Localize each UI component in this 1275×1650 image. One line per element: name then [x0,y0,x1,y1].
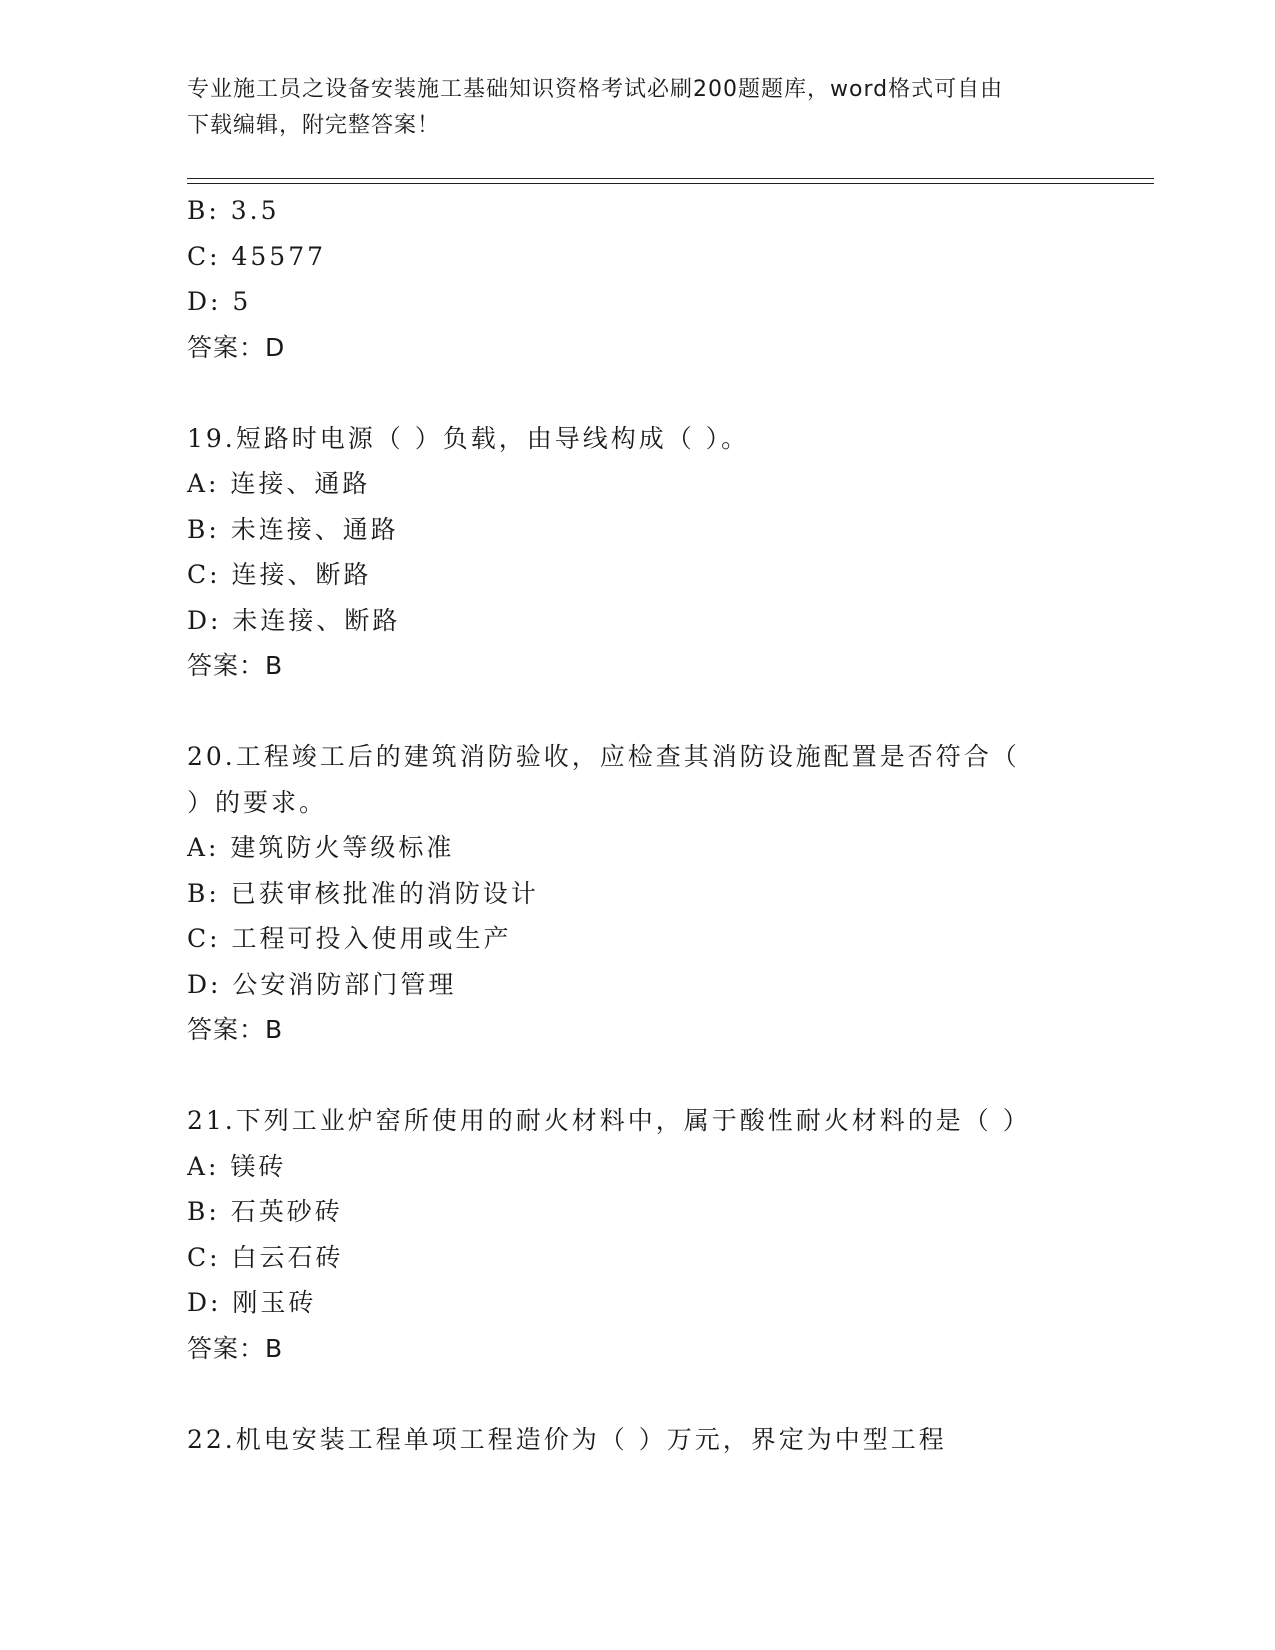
answer-line: 答案：B [187,1333,284,1363]
option-d: D: 5 [187,287,252,316]
option-a: A: 连接、通路 [187,469,371,498]
document-header [187,72,1067,144]
question-stem-continued: ）的要求。 [187,787,328,817]
spacer [187,1371,1087,1417]
header-divider-bottom [187,183,1154,184]
question-20 [187,734,1087,1053]
option-c: C: 45577 [187,241,327,271]
spacer [187,370,1087,416]
question-19 [187,416,1087,689]
option-b: B: 石英砂砖 [187,1197,343,1226]
option-d: D: 未连接、断路 [187,605,401,635]
option-a: A: 建筑防火等级标准 [187,833,455,862]
option-c: C: 连接、断路 [187,560,372,589]
option-d: D: 刚玉砖 [187,1288,317,1317]
spacer [187,1053,1087,1099]
question-stem: 20.工程竣工后的建筑消防验收，应检查其消防设施配置是否符合（ [187,742,1020,771]
question-stem: 19.短路时电源（ ）负载，由导线构成（ ）。 [187,423,750,453]
option-c: C: 工程可投入使用或生产 [187,924,512,953]
spacer [187,689,1087,735]
header-title-line-2: 下载编辑，附完整答案！ [187,113,441,138]
header-title-line-1: 专业施工员之设备安装施工基础知识资格考试必刷200题题库，word格式可自由 [187,77,1004,102]
answer-line: 答案：B [187,1015,284,1044]
answer-line: 答案：B [187,651,284,680]
option-b: B: 未连接、通路 [187,514,399,544]
question-21 [187,1098,1087,1371]
option-d: D: 公安消防部门管理 [187,969,457,999]
option-b: B: 3.5 [187,196,280,225]
option-c: C: 白云石砖 [187,1242,344,1272]
option-b: B: 已获审核批准的消防设计 [187,878,539,908]
header-divider-top [187,178,1154,179]
question-22 [187,1417,1087,1463]
question-18-tail [187,188,1087,370]
question-stem: 21.下列工业炉窑所使用的耐火材料中，属于酸性耐火材料的是（ ） [187,1106,1031,1135]
option-a: A: 镁砖 [187,1151,287,1181]
question-stem: 22.机电安装工程单项工程造价为（ ）万元，界定为中型工程 [187,1424,947,1454]
answer-line: 答案：D [187,332,286,362]
question-list [187,188,1087,1462]
